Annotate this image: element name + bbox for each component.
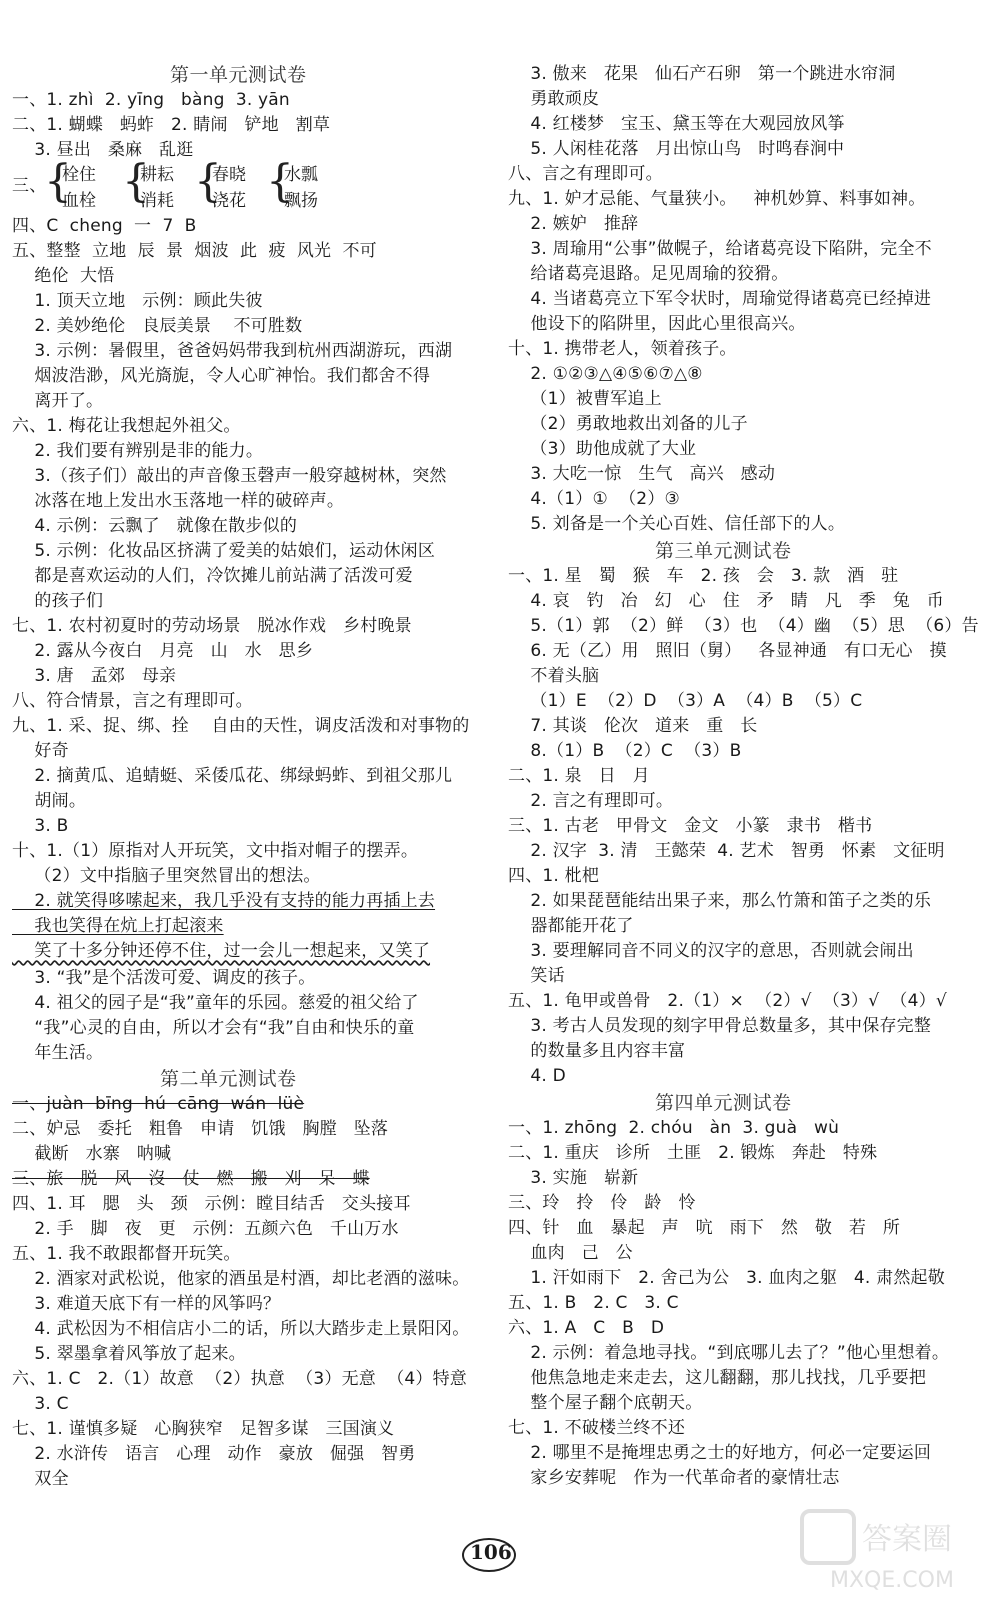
answer-line: 二、1. 蝴蝶 蚂蚱 2. 睛闹 铲地 割草 xyxy=(12,115,331,135)
answer-line: 3. 难道天底下有一样的风筝吗？ xyxy=(12,1294,281,1314)
answer-line: 1. 汗如雨下 2. 舍己为公 3. 血肉之躯 4. 肃然起敬 xyxy=(508,1268,945,1288)
answer-line: 截断 水寨 呐喊 xyxy=(12,1144,172,1164)
answer-line: 器都能开花了 xyxy=(508,916,634,936)
answer-line: 九、1. 妒才忌能、气量狭小。 神机妙算、料事如神。 xyxy=(508,189,926,209)
answer-line: 五、1. 龟甲或兽骨 2.（1）× （2）√ （3）√ （4）√ xyxy=(508,991,947,1011)
answer-line: 冰落在地上发出水玉落地一样的破碎声。 xyxy=(12,491,345,511)
svg-text:答案圈: 答案圈 xyxy=(862,1522,952,1557)
unit1-title: 第一单元测试卷 xyxy=(170,64,307,86)
answer-line-underlined: 我也笑得在炕上打起滚来 xyxy=(12,916,224,936)
answer-line: 4. 当诸葛亮立下军令状时，周瑜觉得诸葛亮已经掉进 xyxy=(508,289,932,309)
answer-line: 4. 示例：云飘了 就像在散步似的 xyxy=(12,516,298,536)
answer-line: 5. 刘备是一个关心百姓、信任部下的人。 xyxy=(508,514,846,534)
answer-line: 七、1. 谨慎多疑 心胸狭窄 足智多谋 三国演义 xyxy=(12,1419,395,1439)
answer-line: 十、1.（1）原指对人开玩笑，文中指对帽子的摆弄。 xyxy=(12,841,419,861)
answer-line: 一、1. zhōng 2. chóu àn 3. guà wù xyxy=(508,1118,840,1138)
answer-line: 5. 示例：化妆品区挤满了爱美的姑娘们，运动休闲区 xyxy=(12,541,436,561)
answer-line: 三、玲 拎 伶 龄 怜 xyxy=(508,1193,696,1213)
answer-line: 好奇 xyxy=(12,741,69,761)
unit4-title: 第四单元测试卷 xyxy=(655,1092,792,1114)
answer-line: 离开了。 xyxy=(12,391,104,411)
answer-line: 六、1. 梅花让我想起外祖父。 xyxy=(12,416,241,436)
answer-line: 3. 昼出 桑麻 乱逛 xyxy=(12,140,194,160)
svg-text:MXQE.COM: MXQE.COM xyxy=(830,1568,954,1593)
answer-line: 他设下的陷阱里，因此心里很高兴。 xyxy=(508,314,806,334)
answer-line: （3）助他成就了大业 xyxy=(508,439,697,459)
answer-line: 三、旅 脱 风 沒 仗 燃 搬 刈 呆 蝶 xyxy=(12,1169,370,1189)
answer-line: 2. 我们要有辨别是非的能力。 xyxy=(12,441,264,461)
answer-line: 4. 哀 钓 冶 幻 心 住 矛 睛 凡 季 兔 币 xyxy=(508,591,944,611)
answer-line: 笑话 xyxy=(508,966,565,986)
answer-line: 5.（1）郭 （2）鲜 （3）也 （4）幽 （5）思 （6）告 xyxy=(508,616,979,636)
answer-line: 六、1. C 2.（1）故意 （2）执意 （3）无意 （4）特意 xyxy=(12,1369,468,1389)
answer-line: 4. 祖父的园子是“我”童年的乐园。慈爱的祖父给了 xyxy=(12,993,419,1013)
answer-line: 整个屋子翻个底朝天。 xyxy=(508,1393,703,1413)
answer-line: 2. 手 脚 夜 更 示例：五颜六色 千山万水 xyxy=(12,1219,399,1239)
answer-line: 五、1. 我不敢跟都督开玩笑。 xyxy=(12,1244,241,1264)
answer-line: 3. 考古人员发现的刻字甲骨总数量多，其中保存完整 xyxy=(508,1016,932,1036)
answer-line: 六、1. A C B D xyxy=(508,1318,665,1338)
section-label: 三、 xyxy=(12,176,47,196)
answer-line: 八、言之有理即可。 xyxy=(508,164,663,184)
answer-word: 血栓 xyxy=(62,191,96,211)
answer-line: 五、1. B 2. C 3. C xyxy=(508,1293,679,1313)
answer-line: 2. 露从今夜白 月亮 山 水 思乡 xyxy=(12,641,314,661)
answer-line: 3.（孩子们）敲出的声音像玉磬声一般穿越树林，突然 xyxy=(12,466,447,486)
answer-line: 年生活。 xyxy=(12,1043,104,1063)
answer-line: 血肉 己 公 xyxy=(508,1243,633,1263)
answer-line: 不着头脑 xyxy=(508,666,600,686)
answer-line: 四、针 血 暴起 声 吭 雨下 然 敬 若 所 xyxy=(508,1218,901,1238)
answer-line: 1. 顶天立地 示例：顾此失彼 xyxy=(12,291,263,311)
answer-line: 2. 嫉妒 推辞 xyxy=(508,214,639,234)
unit3-title: 第三单元测试卷 xyxy=(655,540,792,562)
answer-line-underlined: 2. 就笑得哆嗦起来，我几乎没有支持的能力再插上去 xyxy=(12,891,436,911)
answer-line: 7. 其谈 伦次 道来 重 长 xyxy=(508,716,758,736)
answer-line: 二、1. 泉 日 月 xyxy=(508,766,650,786)
answer-line: 一、juàn bīng hú cāng wán lüè xyxy=(12,1094,305,1114)
answer-line: 七、1. 不破楼兰终不还 xyxy=(508,1418,686,1438)
answer-line: 6. 无（乙）用 照旧（舅） 各显神通 有口无心 摸 xyxy=(508,641,947,661)
answer-word: 耕耘 xyxy=(140,165,174,185)
answer-line: （2）文中指脑子里突然冒出的想法。 xyxy=(12,866,321,886)
answer-line: 2. 哪里不是掩埋忠勇之士的好地方，何必一定要运回 xyxy=(508,1443,932,1463)
answer-line: 烟波浩渺，风光旖旎，令人心旷神怡。我们都舍不得 xyxy=(12,366,431,386)
answer-line: 2. 言之有理即可。 xyxy=(508,791,674,811)
answer-line: 2. 如果琵琶能结出果子来，那么竹箫和笛子之类的乐 xyxy=(508,891,932,911)
answer-line: 3. “我”是个活泼可爱、调皮的孩子。 xyxy=(12,968,316,988)
answer-line: 2. 美妙绝伦 良辰美景 不可胜数 xyxy=(12,316,303,336)
brace-icon: { xyxy=(266,156,294,207)
answer-line: 五、整整 立地 辰 景 烟波 此 疲 风光 不可 xyxy=(12,241,377,261)
answer-line: 3. 实施 崭新 xyxy=(508,1168,639,1188)
answer-line: 七、1. 农村初夏时的劳动场景 脱冰作戏 乡村晚景 xyxy=(12,616,412,636)
brace-icon: { xyxy=(44,156,72,207)
answer-line: 2. ①②③△④⑤⑥⑦△⑧ xyxy=(508,364,703,384)
answer-line: （1）被曹军追上 xyxy=(508,389,662,409)
answer-line: （1）E （2）D （3）A （4）B （5）C xyxy=(508,691,863,711)
answer-line: 给诸葛亮退路。足见周瑜的狡猾。 xyxy=(508,264,789,284)
answer-line: 十、1. 携带老人，领着孩子。 xyxy=(508,339,737,359)
page-number: 106 xyxy=(470,1540,512,1564)
answer-line: 4. 红楼梦 宝玉、黛玉等在大观园放风筝 xyxy=(508,114,845,134)
answer-line: 的孩子们 xyxy=(12,591,104,611)
brace-icon: { xyxy=(122,156,150,207)
answer-line: 3. 示例：暑假里，爸爸妈妈带我到杭州西湖游玩，西湖 xyxy=(12,341,453,361)
answer-line: “我”心灵的自由，所以才会有“我”自由和快乐的童 xyxy=(12,1018,415,1038)
answer-line: 3. 大吃一惊 生气 高兴 感动 xyxy=(508,464,776,484)
answer-line: 3. 要理解同音不同义的汉字的意思，否则就会闹出 xyxy=(508,941,914,961)
answer-line: 四、1. 耳 腮 头 颈 示例：瞠目结舌 交头接耳 xyxy=(12,1194,411,1214)
answer-line: 4.（1）① （2）③ xyxy=(508,489,680,509)
answer-line: 一、1. zhì 2. yīng bàng 3. yān xyxy=(12,90,290,110)
answer-line: 3. C xyxy=(12,1394,69,1414)
answer-line: 3. 周瑜用“公事”做幌子，给诸葛亮设下陷阱，完全不 xyxy=(508,239,932,259)
answer-line: 九、1. 采、捉、绑、拴 自由的天性，调皮活泼和对事物的 xyxy=(12,716,470,736)
answer-line: 绝伦 大悟 xyxy=(12,266,115,286)
answer-line: 胡闹。 xyxy=(12,791,87,811)
answer-line: 都是喜欢运动的人们，冷饮摊儿前站满了活泼可爱 xyxy=(12,566,413,586)
unit2-title: 第二单元测试卷 xyxy=(160,1068,297,1090)
answer-line: 双全 xyxy=(12,1469,69,1489)
answer-line: 4. 武松因为不相信店小二的话，所以大踏步走上景阳冈。 xyxy=(12,1319,470,1339)
answer-line: 8.（1）B （2）C （3）B xyxy=(508,741,742,761)
answer-line: 四、C cheng 一 7 B xyxy=(12,216,197,236)
answer-line: 2. 水浒传 语言 心理 动作 豪放 倔强 智勇 xyxy=(12,1444,416,1464)
answer-line: 2. 酒家对武松说，他家的酒虽是村酒，却比老酒的滋味。 xyxy=(12,1269,470,1289)
answer-line: 2. 示例：着急地寻找。“到底哪儿去了？”他心里想着。 xyxy=(508,1343,950,1363)
answer-line-wavy: 笑了十多分钟还停不住，过一会儿一想起来，又笑了 xyxy=(12,941,431,961)
answer-line: 家乡安葬呢 作为一代革命者的豪情壮志 xyxy=(508,1468,840,1488)
answer-line: 四、1. 枇杷 xyxy=(508,866,600,886)
answer-line: 5. 人闲桂花落 月出惊山鸟 时鸣春涧中 xyxy=(508,139,845,159)
answer-line: 三、1. 古老 甲骨文 金文 小篆 隶书 楷书 xyxy=(508,816,873,836)
answer-line: 二、妒忌 委托 粗鲁 申请 饥饿 胸膛 坠落 xyxy=(12,1119,389,1139)
answer-word: 消耗 xyxy=(140,191,174,211)
answer-line: 一、1. 星 蜀 猴 车 2. 孩 会 3. 款 酒 驻 xyxy=(508,566,899,586)
answer-word: 栓住 xyxy=(62,165,96,185)
answer-line: 勇敢顽皮 xyxy=(508,89,600,109)
answer-word: 飘扬 xyxy=(284,191,318,211)
answer-word: 水瓢 xyxy=(284,165,318,185)
answer-line: 他焦急地走来走去，这儿翻翻，那儿找找，几乎要把 xyxy=(508,1368,927,1388)
answer-line: 3. 傲来 花果 仙石产石卵 第一个跳进水帘洞 xyxy=(508,64,896,84)
answer-word: 春晓 xyxy=(212,165,246,185)
answer-line: 二、1. 重庆 诊所 土匪 2. 锻炼 奔赴 特殊 xyxy=(508,1143,878,1163)
answer-line: 3. 唐 孟郊 母亲 xyxy=(12,666,177,686)
answer-line: 2. 摘黄瓜、追蜻蜓、采倭瓜花、绑绿蚂蚱、到祖父那儿 xyxy=(12,766,453,786)
answer-line: 3. B xyxy=(12,816,69,836)
answer-word: 浇花 xyxy=(212,191,246,211)
answer-line: 2. 汉字 3. 清 王懿荣 4. 艺术 智勇 怀素 文征明 xyxy=(508,841,945,861)
brace-icon: { xyxy=(194,156,222,207)
answer-line: 的数量多且内容丰富 xyxy=(508,1041,686,1061)
answer-line: 八、符合情景，言之有理即可。 xyxy=(12,691,253,711)
answer-line: 4. D xyxy=(508,1066,566,1086)
answer-line: （2）勇敢地救出刘备的儿子 xyxy=(508,414,748,434)
answer-line: 5. 翠墨拿着风筝放了起来。 xyxy=(12,1344,246,1364)
watermark-logo xyxy=(800,1505,990,1595)
